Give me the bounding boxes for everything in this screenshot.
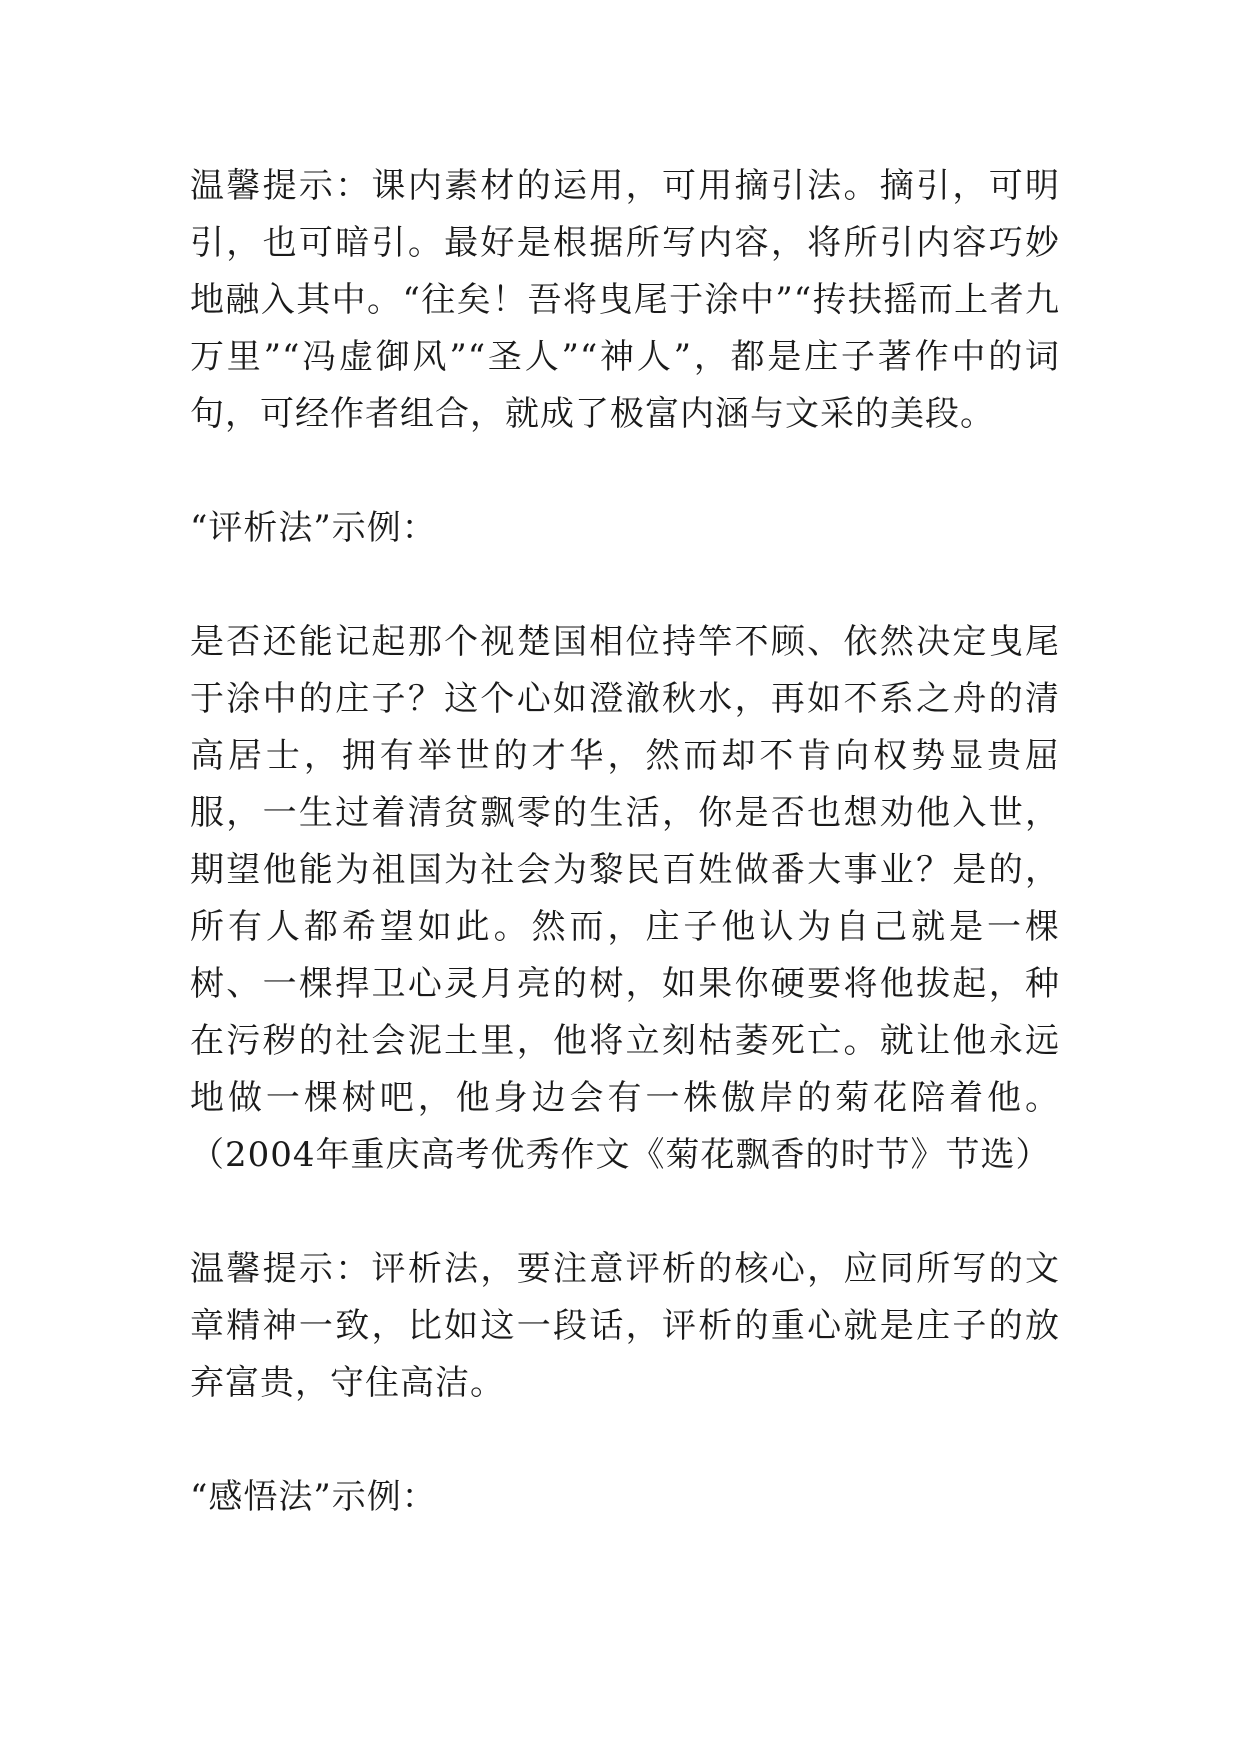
section-heading-analysis: “评析法”示例： bbox=[190, 508, 437, 548]
document-body bbox=[190, 158, 1060, 1583]
tip-paragraph-analysis: 温馨提示：评析法，要注意评析的核心，应同所写的文章精神一致，比如这一段话，评析的重心就是庄子的放弃富贵，守住高洁。 bbox=[190, 1249, 1060, 1403]
section-heading-insight: “感悟法”示例： bbox=[190, 1477, 437, 1517]
example-paragraph-analysis: 是否还能记起那个视楚国相位持竿不顾、依然决定曳尾于涂中的庄子？这个心如澄澈秋水，再如不系之舟的清高居士，拥有举世的才华，然而却不肯向权势显贵屈服，一生过着清贫飘零的生活，你是否也想劝他入世，期望他能为祖国为社会为黎民百姓做番大事业？是的，所有人都希望如此。然而，庄子他认为自己就是一棵树、一棵捍卫心灵月亮的树，如果你硬要将他拔起，种在污秽的社会泥土里，他将立刻枯萎死亡。就让他永远地做一棵树吧，他身边会有一株傲岸的菊花陪着他。（2004年重庆高考优秀作文《菊花飘香的时节》节选） bbox=[190, 622, 1060, 1175]
tip-paragraph-excerpt: 温馨提示：课内素材的运用，可用摘引法。摘引，可明引，也可暗引。最好是根据所写内容，将所引内容巧妙地融入其中。“往矣！吾将曳尾于涂中”“抟扶摇而上者九万里”“冯虚御风”“圣人”“神人”，都是庄子著作中的词句，可经作者组合，就成了极富内涵与文采的美段。 bbox=[190, 166, 1060, 434]
